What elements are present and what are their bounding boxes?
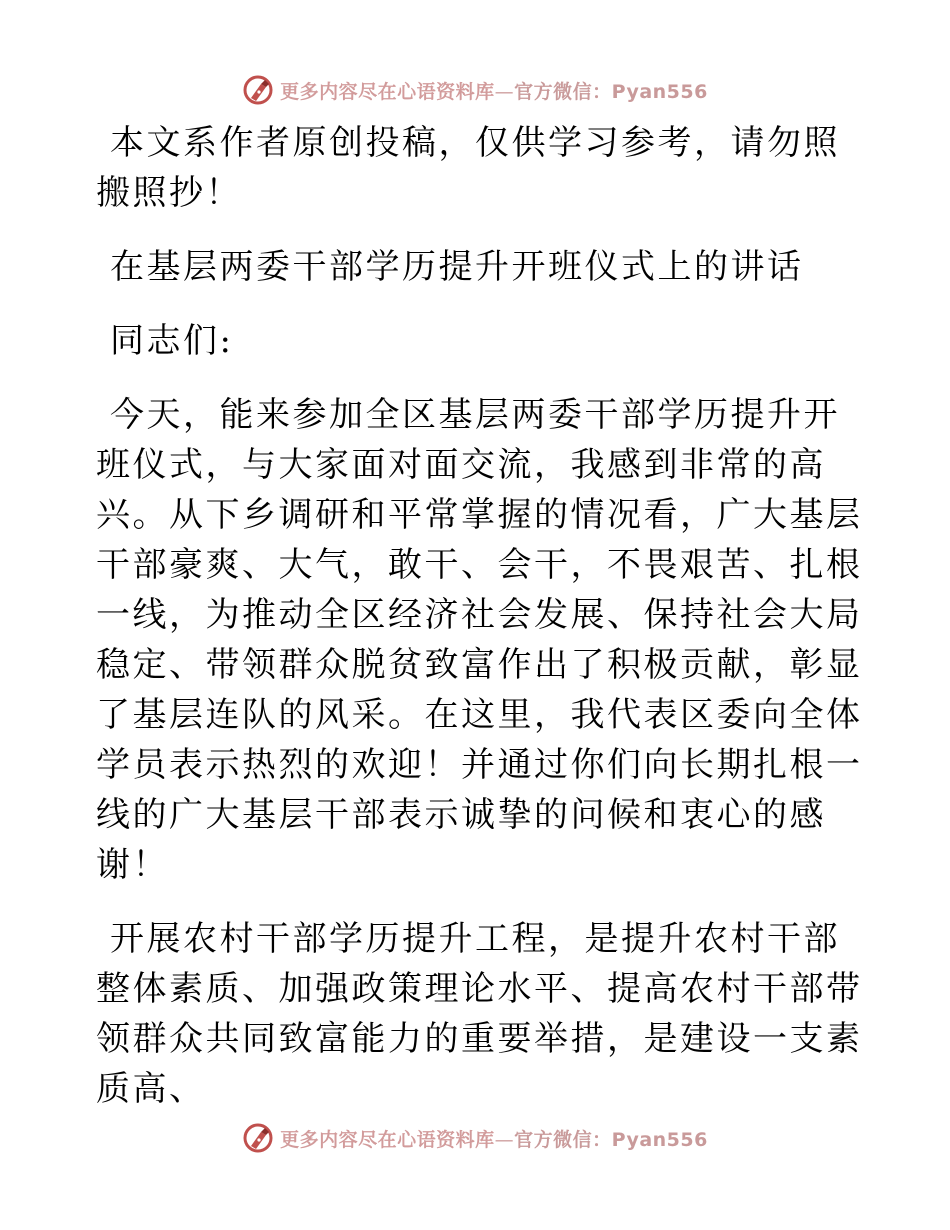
footer-banner	[0, 1118, 950, 1158]
speech-title: 在基层两委干部学历提升开班仪式上的讲话	[110, 247, 804, 287]
header-banner-brand: 更多内容尽在心语资料库	[280, 80, 495, 103]
footer-banner-wechat: 官方微信：Pyan556	[514, 1128, 708, 1151]
pen-nib-logo-icon	[242, 1122, 274, 1154]
footer-banner-brand: 更多内容尽在心语资料库	[280, 1128, 495, 1151]
header-banner-text	[280, 77, 708, 104]
footer-banner-text	[280, 1125, 708, 1152]
copyright-notice: 本文系作者原创投稿，仅供学习参考，请勿照搬照抄！	[96, 123, 840, 213]
body-paragraph-1: 今天，能来参加全区基层两委干部学历提升开班仪式，与大家面对面交流，我感到非常的高兴。从下乡调研和平常掌握的情况看，广大基层干部豪爽、大气，敢干、会干，不畏艰苦、扎根一线，为推动全区经济社会发展、保持社会大局稳定、带领群众脱贫致富作出了积极贡献，彰显了基层连队的风采。在这里，我代表区委向全体学员表示热烈的欢迎！并通过你们向长期扎根一线的广大基层干部表示诚挚的问候和衷心的感谢！	[96, 395, 863, 885]
header-banner	[0, 70, 950, 110]
document-body	[96, 118, 866, 1138]
salutation: 同志们:	[110, 321, 234, 361]
header-banner-wechat: 官方微信：Pyan556	[514, 80, 708, 103]
header-banner-dash: —	[494, 80, 515, 103]
pen-nib-logo-icon	[242, 74, 274, 106]
body-paragraph-2: 开展农村干部学历提升工程，是提升农村干部整体素质、加强政策理论水平、提高农村干部带领群众共同致富能力的重要举措，是建设一支素质高、	[96, 919, 863, 1109]
footer-banner-dash: —	[494, 1128, 515, 1151]
